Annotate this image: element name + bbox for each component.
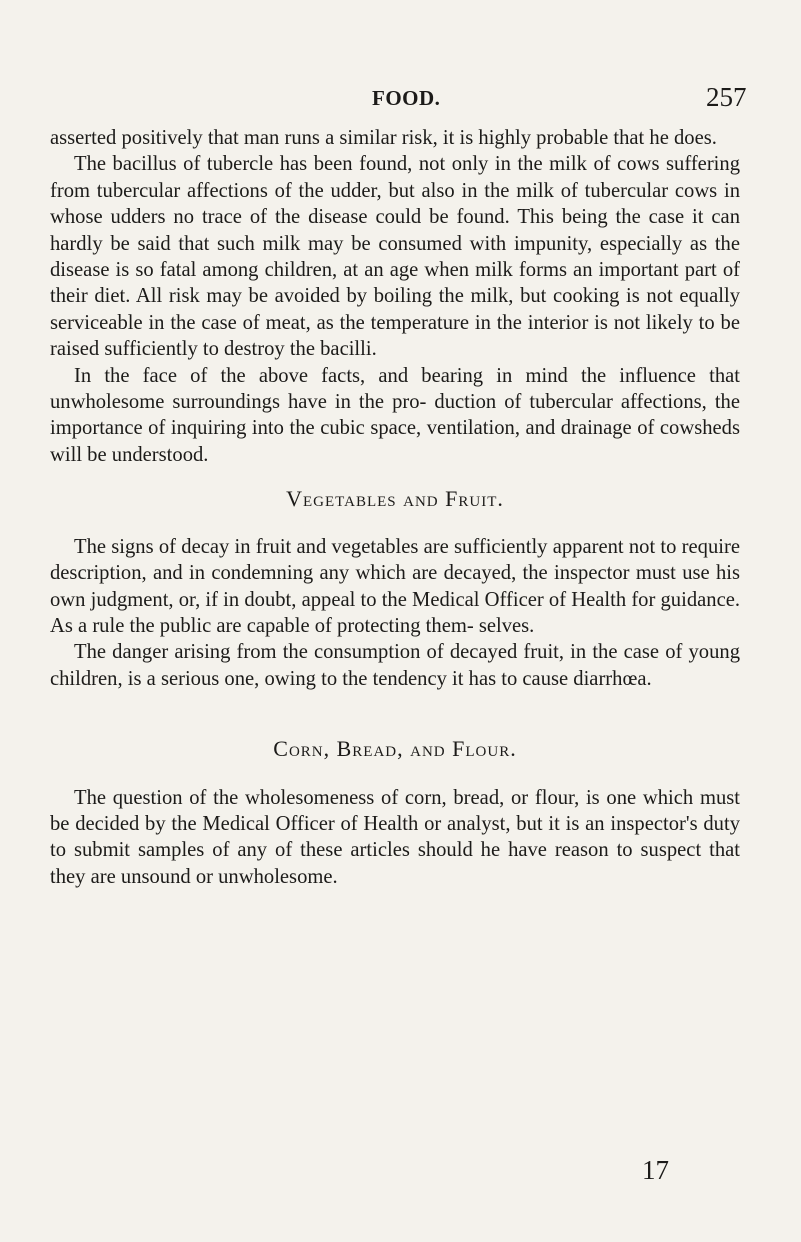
heading-vegetables-fruit: Vegetables and Fruit. (286, 486, 504, 512)
paragraph-cowsheds: In the face of the above facts, and bearing in mind the influence that unwholesome surroundings have in the pro- duction of tubercular affections, the importance of inquiring into the cubic space, ventilation, and drainage of cowsheds will be understood. (50, 364, 740, 466)
running-head (0, 82, 801, 116)
page-number: 257 (706, 82, 747, 112)
paragraph-continued: asserted positively that man runs a similar risk, it is highly probable that he does. (50, 127, 717, 149)
signature-mark: 17 (642, 1155, 669, 1185)
body-text (50, 125, 740, 890)
paragraph-decay-signs: The signs of decay in fruit and vegetables are sufficiently apparent not to require description, and in condemning any which are decayed, the inspector must use his own judgment, or, if in doubt, appeal to the Medical Officer of Health for guidance. As a rule the public are capable of protecting them- selves. (50, 535, 740, 637)
heading-corn-bread-flour: Corn, Bread, and Flour. (273, 736, 517, 762)
paragraph-corn-wholesomeness: The question of the wholesomeness of corn, bread, or flour, is one which must be decided by the Medical Officer of Health or analyst, but it is an inspector's duty to submit samples of any of these articles should he have reason to suspect that they are unsound or unwholesome. (50, 786, 740, 888)
running-title: FOOD. (372, 86, 441, 110)
paragraph-tubercle-milk: The bacillus of tubercle has been found, not only in the milk of cows suffering from tubercular affections of the udder, but also in the milk of tubercular cows in whose udders no trace of the disease could be found. This being the case it can hardly be said that such milk may be consumed with impunity, especially as the disease is so fatal among children, at an age when milk forms an important part of their diet. All risk may be avoided by boiling the milk, but cooking is not equally serviceable in the case of meat, as the temperature in the interior is not likely to be raised sufficiently to destroy the bacilli. (50, 153, 740, 361)
paragraph-decayed-fruit-danger: The danger arising from the consumption of decayed fruit, in the case of young children, is a serious one, owing to the tendency it has to cause diarrhœa. (50, 641, 740, 690)
